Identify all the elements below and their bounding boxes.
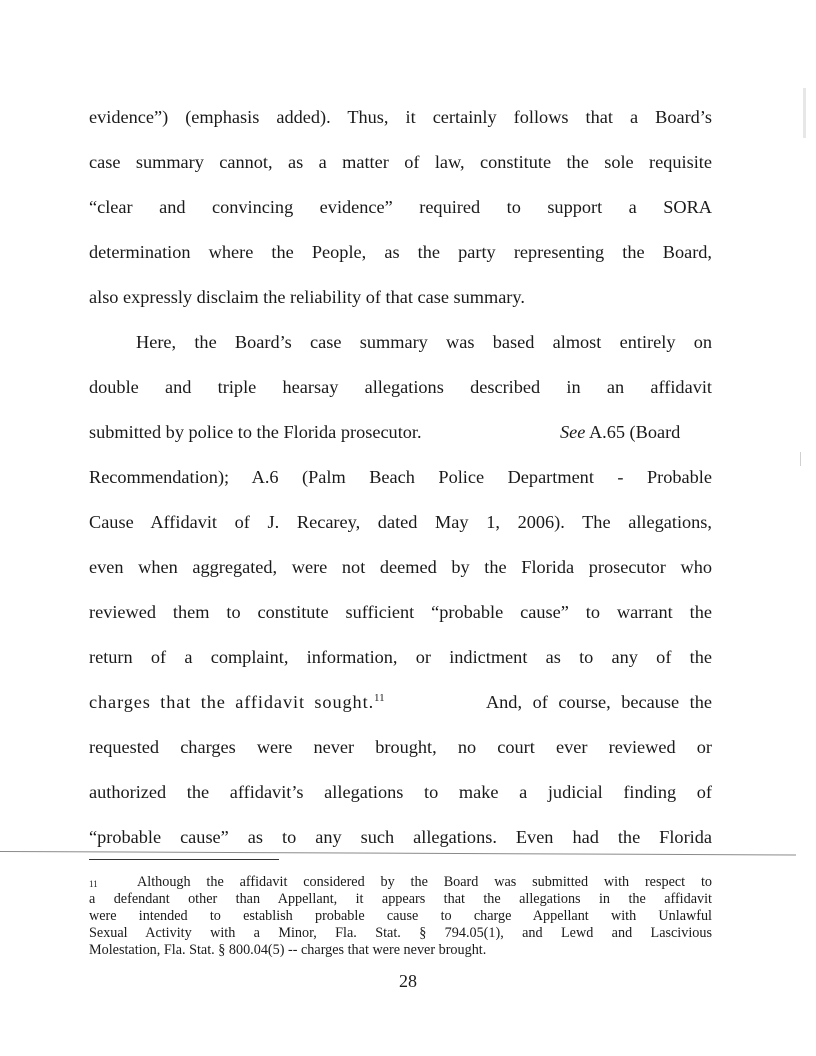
footnote-line-4: Sexual Activity with a Minor, Fla. Stat. § 794.05(1), and Lewd and Lascivious [89,925,712,941]
footnote-separator [89,859,279,860]
footnote-line-3: were intended to establish probable cause to charge Appellant with Unlawful [89,908,712,924]
body-line-17: “probable cause” as to any such allegations. Even had the Florida [89,827,712,847]
body-line-15: requested charges were never brought, no court ever reviewed or [89,737,712,757]
see-citation-ref: A.65 (Board [588,422,681,442]
see-citation [560,421,680,443]
body-line-14 [89,691,712,713]
body-line-9: Recommendation); A.6 (Palm Beach Police Department - Probable [89,467,712,487]
scan-artifact-line [0,851,796,855]
body-line-7: double and triple hearsay allegations described in an affidavit [89,377,712,397]
footnote-line-1 [89,874,712,890]
body-line-16: authorized the affidavit’s allegations to make a judicial finding of [89,782,712,802]
body-line-12: reviewed them to constitute sufficient “probable cause” to warrant the [89,602,712,622]
paragraph-2-first-line: Here, the Board’s case summary was based almost entirely on [136,332,712,352]
body-line-5: also expressly disclaim the reliability of that case summary. [89,287,525,307]
footnote-line-1-text: Although the affidavit considered by the Board was submitted with respect to [137,874,712,890]
body-line-1: evidence”) (emphasis added). Thus, it certainly follows that a Board’s [89,107,712,127]
scan-noise-right [803,88,806,138]
body-line-13: return of a complaint, information, or indictment as to any of the [89,647,712,667]
body-line-11: even when aggregated, were not deemed by the Florida prosecutor who [89,557,712,577]
body-line-8-text: submitted by police to the Florida prosecutor. [89,422,422,442]
body-line-8 [89,421,712,443]
footnote-number: 11 [89,879,98,889]
body-line-2: case summary cannot, as a matter of law, constitute the sole requisite [89,152,712,172]
body-line-10: Cause Affidavit of J. Recarey, dated May 1, 2006). The allegations, [89,512,712,532]
footnote-line-5: Molestation, Fla. Stat. § 800.04(5) -- charges that were never brought. [89,942,487,958]
body-line-4: determination where the People, as the party representing the Board, [89,242,712,262]
footnote-line-2: a defendant other than Appellant, it appears that the allegations in the affidavit [89,891,712,907]
body-line-3: “clear and convincing evidence” required to support a SORA [89,197,712,217]
scan-noise-right-2 [800,452,801,466]
footnote-reference[interactable]: 11 [374,691,385,704]
see-signal: See [560,422,586,442]
page-number: 28 [399,971,417,991]
body-line-14-text: charges that the affidavit sought. [89,692,375,712]
body-line-14-continuation: And, of course, because the [485,692,712,712]
